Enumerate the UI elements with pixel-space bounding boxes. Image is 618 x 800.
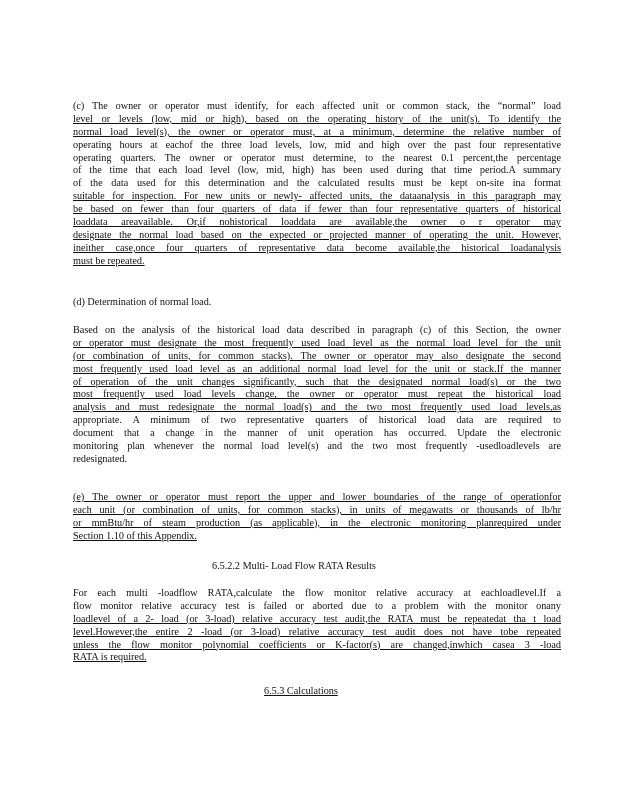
paragraph-d-heading xyxy=(73,297,561,310)
text-line: most frequently used load levels change, the owner or operator must repeat the historical load xyxy=(73,389,561,401)
text-line: operating quarters. The owner or operator must determine, to the nearest 0.1 percent,the percentage xyxy=(73,152,561,164)
paragraph-c xyxy=(73,101,561,269)
text-line: or mmBtu/hr of steam production (as applicable), in the electronic monitoring planrequired under xyxy=(73,517,561,529)
text-line: flow monitor relative accuracy test is failed or aborted due to a problem with the monitor onany xyxy=(73,600,561,612)
text-line: each unit (or combination of units, for common stacks), in units of megawatts or thousands of lb/hr xyxy=(73,504,561,516)
text-line: must be repeated. xyxy=(73,255,145,267)
text-line: operating hours at eachof the three load levels, low, mid and high over the past four representative xyxy=(73,139,561,151)
text-line: (c) The owner or operator must identify, for each affected unit or common stack, the “normal” load xyxy=(73,101,561,112)
text-line: of the data used for this determination and the calculated results must be kept on-site ina format xyxy=(73,178,561,190)
paragraph-e xyxy=(73,492,561,544)
text-line: (or combination of units, for common stacks). The owner or operator may also designate the second xyxy=(73,350,561,362)
text-line: loadlevel of a 2- load (or 3-load) relative accuracy test audit,the RATA must be repeatedat tha t load xyxy=(73,613,561,625)
text-line: monitoring plan whenever the normal load level(s) and the two most frequently -usedloadlevels are xyxy=(73,441,561,453)
text-line: Based on the analysis of the historical load data described in paragraph (c) of this Section, the owner xyxy=(73,325,561,336)
text-line: analysis and must redesignate the normal load(s) and the two most frequently used load levels,as xyxy=(73,402,561,414)
text-line: redesignated. xyxy=(73,453,128,465)
text-line: normal load level(s), the owner or operator must, at a minimum, determine the relative number of xyxy=(73,126,561,138)
text-line: RATA is required. xyxy=(73,652,147,664)
text-line: loaddata areavailable. Or,if nohistorical loaddata are available,the owner o r operator may xyxy=(73,217,561,229)
text-line: designate the normal load based on the expected or projected manner of operating the unit. However, xyxy=(73,229,561,241)
text-line: For each multi -loadflow RATA,calculate the flow monitor relative accuracy at eachloadlevel.If a xyxy=(73,588,561,599)
text-line: of the time that each load level (low, mid, high) has been used during that time period.A summary xyxy=(73,165,561,177)
paragraph-d xyxy=(73,325,561,467)
text-line: level or levels (low, mid or high), based on the operating history of the unit(s). To identify the xyxy=(73,113,561,125)
section-heading: (d) Determination of normal load. xyxy=(73,297,212,308)
text-line: be based on fewer than four quarters of data if fewer than four representative quarters of historical xyxy=(73,204,561,216)
text-line: or operator must designate the most frequently used load level as the normal load level for the unit xyxy=(73,337,561,349)
text-line: suitable for inspection. For new units or newly- affected units, the dataanalysis in this paragraph may xyxy=(73,191,561,203)
text-line: level.However,the entire 2 -load (or 3-load) relative accuracy test audit does not have tobe repeated xyxy=(73,626,561,638)
text-line: of operation of the unit changes significantly, such that the designated normal load(s) or the two xyxy=(73,376,561,388)
text-line: (e) The owner or operator must report the upper and lower boundaries of the range of operationfor xyxy=(73,492,561,503)
text-line: most frequently used load level as an additional normal load level for the unit or stack.If the manner xyxy=(73,363,561,375)
text-line: ineither case,once four quarters of representative data become available,the historical loadanalysis xyxy=(73,242,561,254)
text-line: document that a change in the manner of unit operation has occurred. Update the electronic xyxy=(73,428,561,440)
text-line: unless the flow monitor polynomial coefficients or K-factor(s) are changed,inwhich casea 3 -load xyxy=(73,639,561,651)
paragraph-multi-load xyxy=(73,588,561,665)
text-line: appropriate. A minimum of two representative quarters of historical load data are required to xyxy=(73,415,561,427)
section-heading-6-5-3: 6.5.3 Calculations xyxy=(264,686,338,697)
section-heading-6-5-2-2: 6.5.2.2 Multi- Load Flow RATA Results xyxy=(212,561,376,572)
text-line: Section 1.10 of this Appendix. xyxy=(73,530,197,542)
